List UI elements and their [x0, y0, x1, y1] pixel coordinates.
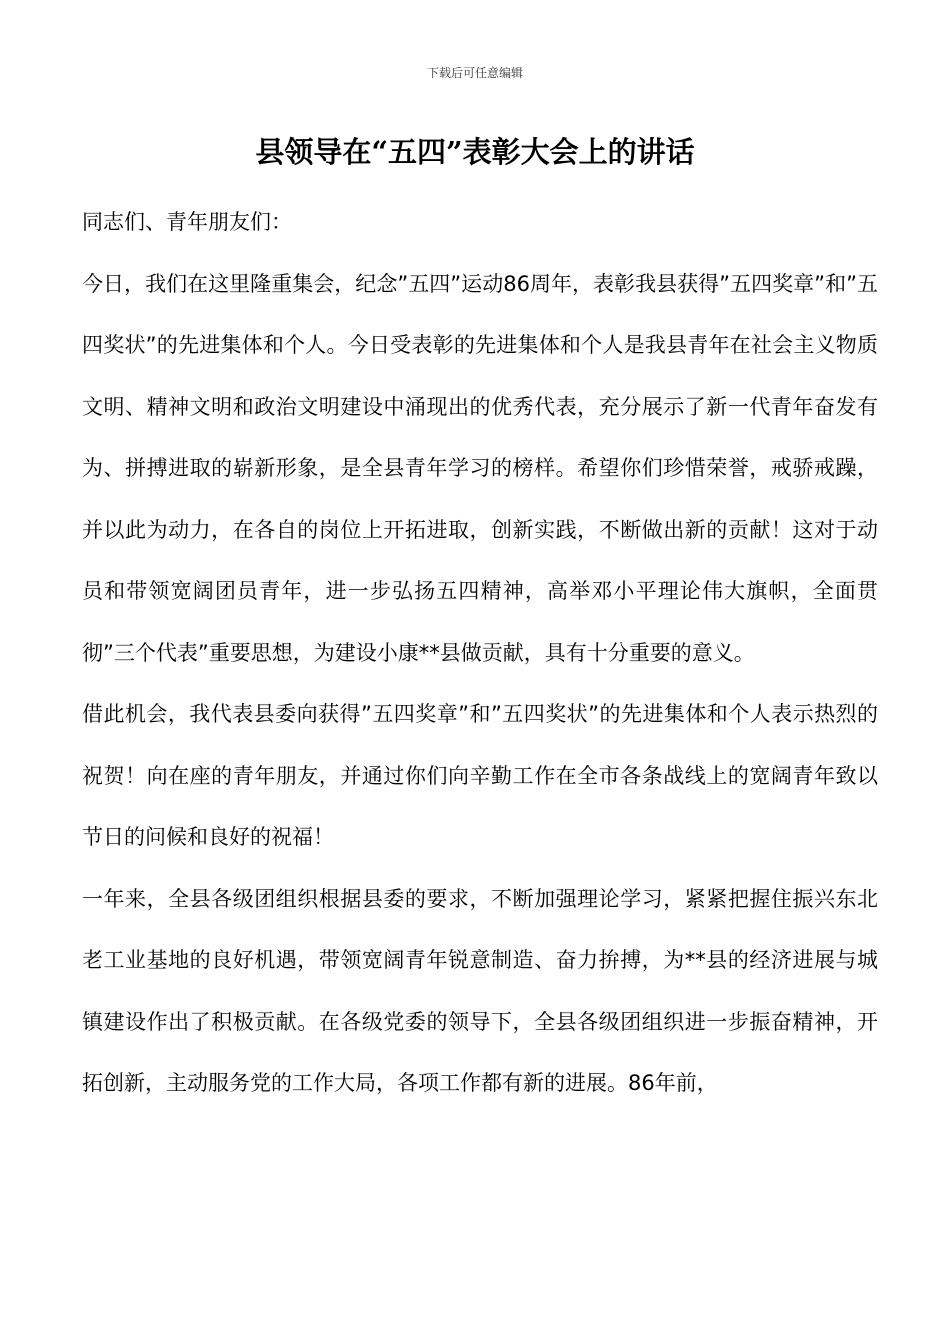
header-note: 下载后可任意编辑 — [426, 66, 523, 80]
paragraph-2: 借此机会，我代表县委向获得”五四奖章”和”五四奖状”的先进集体和个人表示热烈的祝贺！向在座的青年朋友，并通过你们向辛勤工作在全市各条战线上的宽阔青年致以节日的问候和良好的祝福！ — [82, 702, 878, 849]
document-title: 县领导在“五四”表彰大会上的讲话 — [255, 135, 695, 169]
paragraph-3: 一年来，全县各级团组织根据县委的要求，不断加强理论学习，紧紧把握住振兴东北老工业基地的良好机遇，带领宽阔青年锐意制造、奋力拚搏，为**县的经济进展与城镇建设作出了积极贡献。在各级党委的领导下，全县各级团组织进一步振奋精神，开拓创新，主动服务党的工作大局，各项工作都有新的进展。86年前， — [82, 886, 878, 1095]
paragraph-1: 今日，我们在这里隆重集会，纪念”五四”运动86周年，表彰我县获得”五四奖章”和”五四奖状”的先进集体和个人。今日受表彰的先进集体和个人是我县青年在社会主义物质文明、精神文明和政治文明建设中涌现出的优秀代表，充分展示了新一代青年奋发有为、拼搏进取的崭新形象，是全县青年学习的榜样。希望你们珍惜荣誉，戒骄戒躁，并以此为动力，在各自的岗位上开拓进取，创新实践，不断做出新的贡献！这对于动员和带领宽阔团员青年，进一步弘扬五四精神，高举邓小平理论伟大旗帜，全面贯彻”三个代表”重要思想，为建设小康**县做贡献，具有十分重要的意义。 — [82, 271, 878, 665]
document-body — [82, 192, 878, 1115]
paragraph-salutation: 同志们、青年朋友们： — [82, 210, 292, 234]
